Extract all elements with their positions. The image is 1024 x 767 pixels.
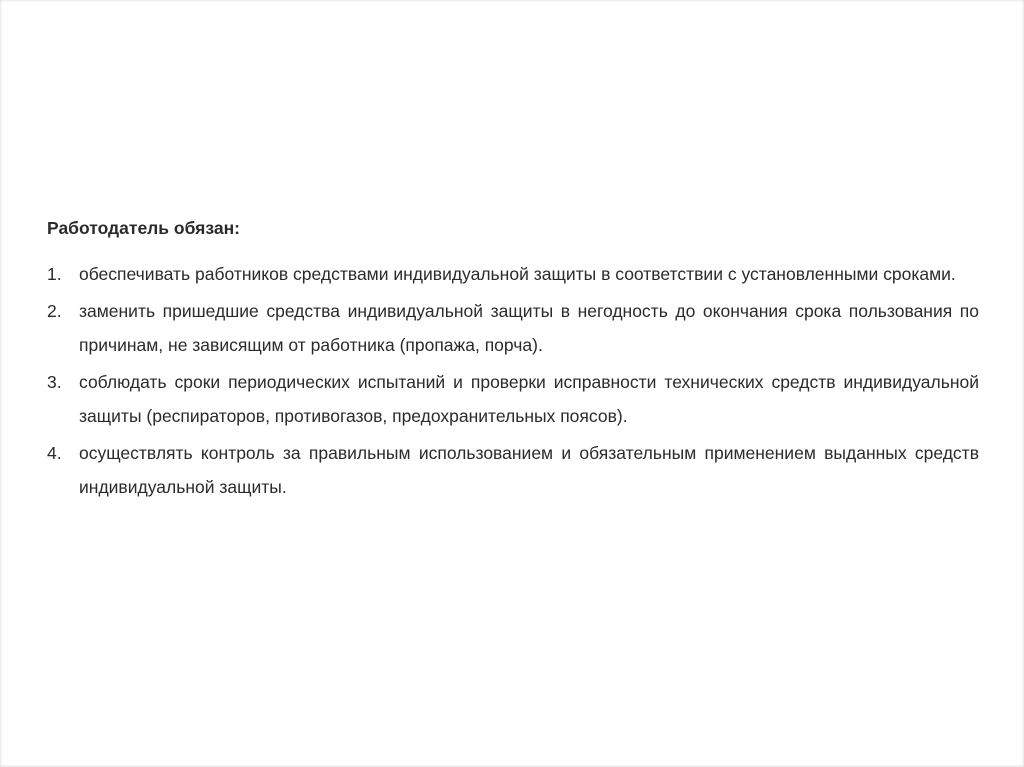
list-item — [47, 436, 979, 505]
document-heading: Работодатель обязан: — [47, 218, 240, 238]
list-item-number: 1. — [47, 264, 62, 284]
list-item-text: осуществлять контроль за правильным использованием и обязательным применением выданных средств индивидуальной защиты. — [79, 442, 979, 497]
list-item — [47, 294, 979, 363]
document-body — [47, 211, 979, 507]
list-item-text: заменить пришедшие средства индивидуальной защиты в негодность до окончания срока пользования по причинам, не зависящим от работника (пропажа, порча). — [79, 300, 979, 355]
list-item-text: обеспечивать работников средствами индивидуальной защиты в соответствии с установленными сроками. — [79, 264, 956, 284]
list-item — [47, 365, 979, 434]
list-item-text: соблюдать сроки периодических испытаний и проверки исправности технических средств индивидуальной защиты (респираторов, противогазов, предохранительных поясов). — [79, 371, 979, 426]
list-item-number: 4. — [47, 442, 62, 463]
list-item — [47, 257, 979, 292]
obligations-list — [47, 257, 979, 505]
list-item-number: 3. — [47, 371, 62, 392]
list-item-number: 2. — [47, 300, 62, 321]
